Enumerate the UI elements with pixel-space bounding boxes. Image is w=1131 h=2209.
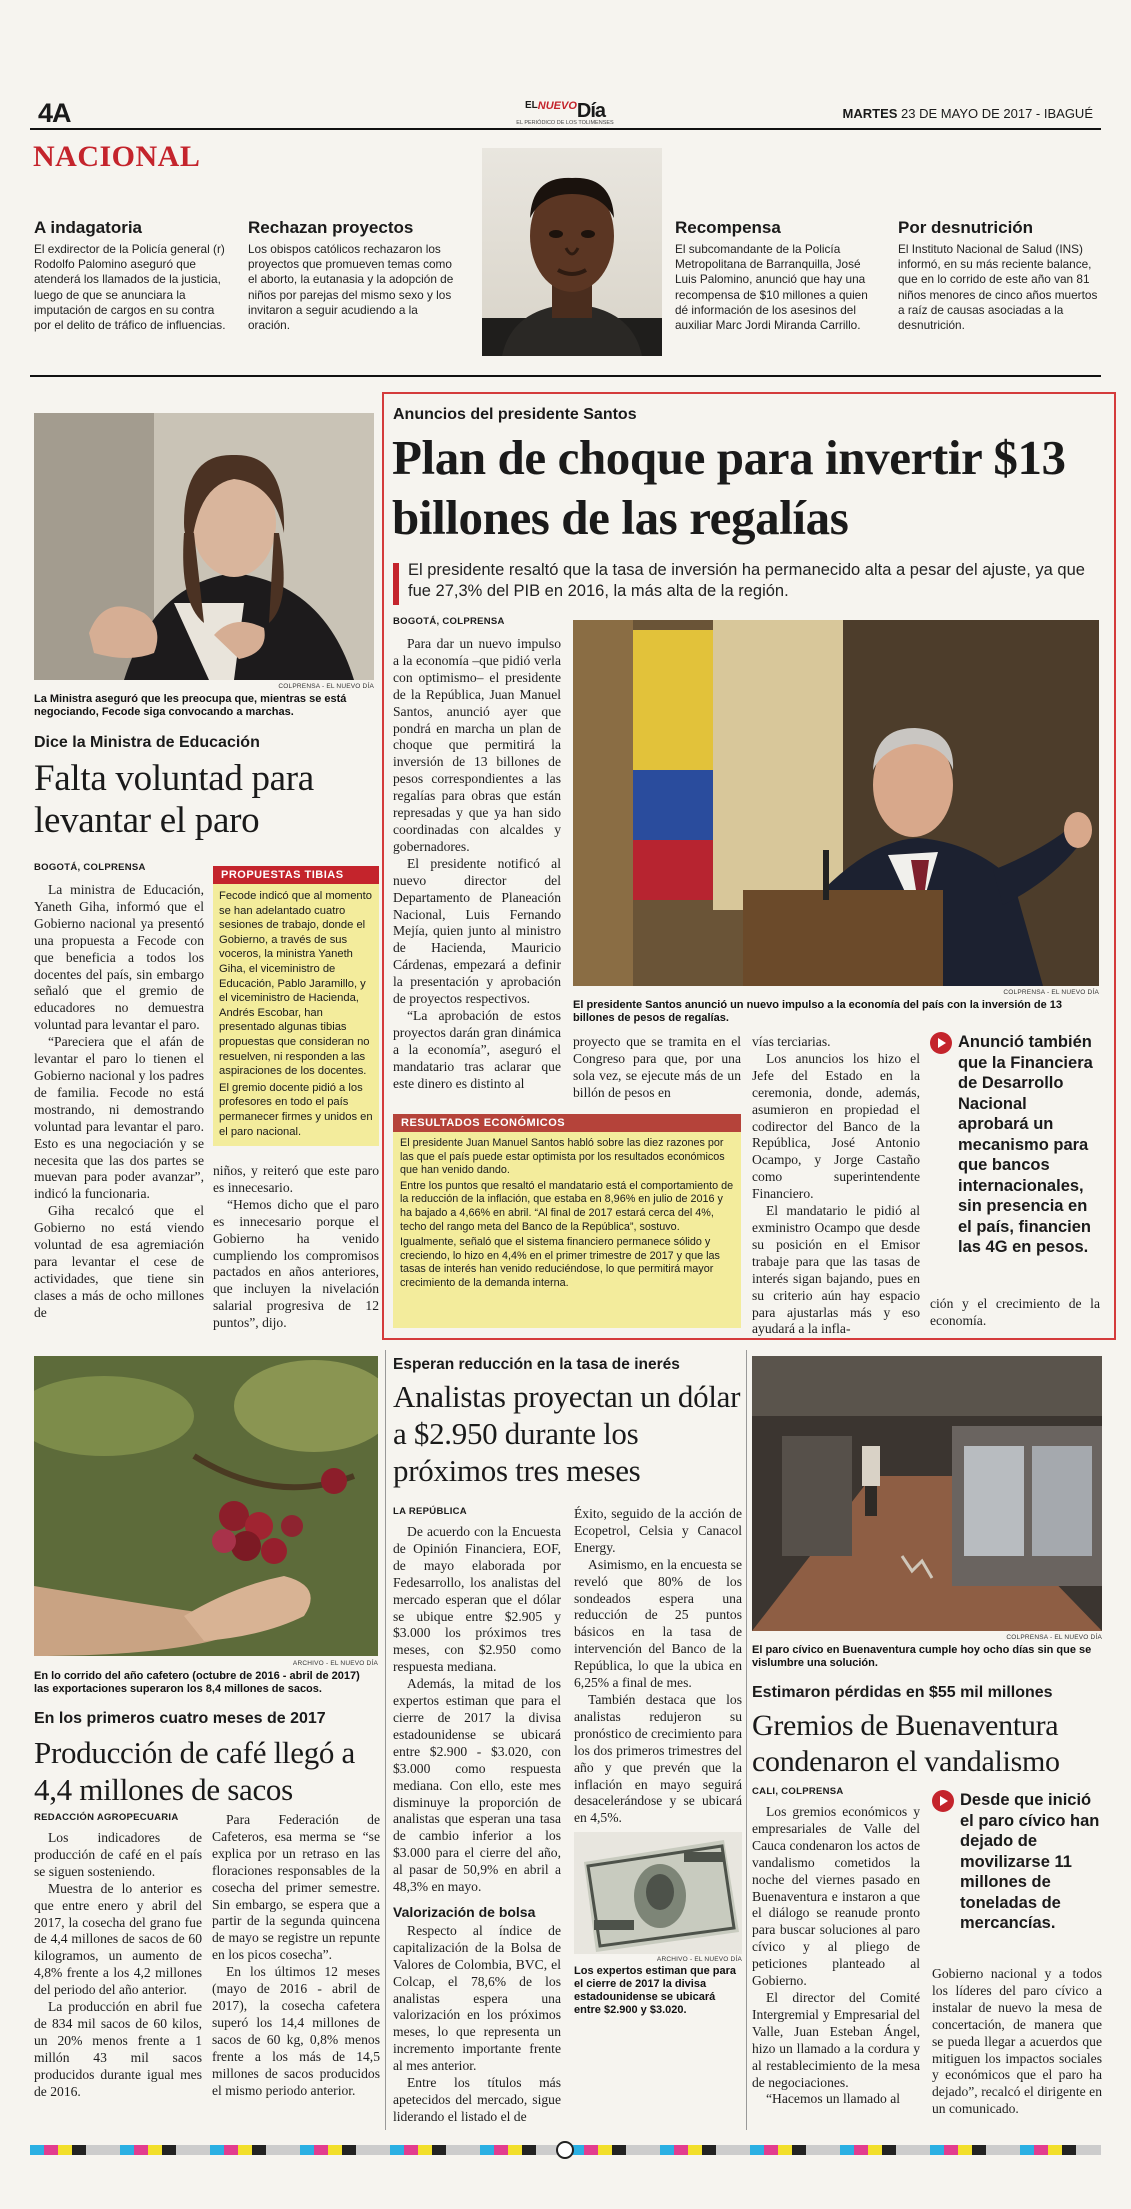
masthead xyxy=(30,100,1101,130)
dollar-photo-credit: ARCHIVO - EL NUEVO DÍA xyxy=(656,1956,742,1963)
briefs-bottom-rule xyxy=(30,375,1101,377)
brief-desnutricion xyxy=(898,218,1098,333)
dollar-column-1 xyxy=(393,1524,561,2126)
santos-illustration xyxy=(573,620,1099,986)
buenaventura-photo-credit: COLPRENSA - EL NUEVO DÍA xyxy=(1006,1634,1102,1641)
minister-paragraph: La ministra de Educación, Yaneth Giha, informó que el Gobierno nacional ya presentó una propuesta a Fecode con que beneficia a todos los docentes del país, sin embargo señaló que el gremio de educadores no demuestra voluntad para levantar el paro. xyxy=(34,882,204,1033)
brief-recompensa xyxy=(675,218,883,333)
dollar-paragraph: Además, la mitad de los expertos estiman que para el cierre de 2017 la divisa estadounidense se ubicará entre $2.900 - $3.020, con $3.000 como respuesta mediana. Con ello, este mes disminuye la proporción de analistas que esperan una tasa de cambio inferior a los $3.000 para el cierre del año, al pasar de 50,9% en abril a 48,3% en mayo. xyxy=(393,1676,561,1895)
buenaventura-pull-text: Desde que inició el paro cívico han dejado de movilizarse 11 millones de toneladas de mercancías. xyxy=(960,1791,1100,1932)
buenaventura-paragraph: El director del Comité Intergremial y Empresarial del Valle, Juan Esteban Ángel, hizo un llamado a la cordura y al restablecimiento de la mesa de negociaciones. xyxy=(752,1989,920,2090)
page-number: 4A xyxy=(38,98,71,128)
santos-byline: BOGOTÁ, COLPRENSA xyxy=(393,616,505,627)
coffee-column-1 xyxy=(34,1830,202,2101)
coffee-paragraph: Para Federación de Cafeteros, esa merma se “se explica por un retraso en las floraciones responsables de la cosecha del primer semestre. Sin embargo, se espera que a partir de la segunda quincena de mayo se registre un repunte en los picos cosecha”. xyxy=(212,1812,380,1963)
santos-caption: El presidente Santos anunció un nuevo impulso a la economía del país con la inversión de 13 billones de pesos de regalías. xyxy=(573,999,1063,1024)
logo-nuevo: NUEVO xyxy=(537,100,577,112)
minister-box-text: Fecode indicó que al momento se han adelantado cuatro sesiones de trabajo, donde el Gobierno, a través de sus voceros, la ministra Yaneth Giha, el viceministro de Educación, Pablo Jaramillo, y el viceministro de Hacienda, Andrés Escobar, han presentado algunas tibias propuestas que consideran no resuelven, ni responden a las aspiraciones de los docentes. xyxy=(219,890,372,1078)
minister-box-title: PROPUESTAS TIBIAS xyxy=(213,866,379,884)
coffee-paragraph: Muestra de lo anterior es que entre enero y abril del 2017, la cosecha del grano fue de 4,4 millones de sacos de 60 kilogramos, un aumento de 4,8% frente a los 4,2 millones del periodo del año anterior. xyxy=(34,1880,202,1998)
buenaventura-headline: Gremios de Buenaventura condenaron el vandalismo xyxy=(752,1709,1060,1778)
coffee-paragraph: En los últimos 12 meses (mayo de 2016 - abril de 2017), la cosecha cafetera superó los 14,4 millones de sacos de 60 kg, 0,8% menos frente a los más de 14,5 millones de sacos producidos el mismo periodo anterior. xyxy=(212,1964,380,2098)
santos-paragraph: Para dar un nuevo impulso a la economía –que pidió verla con optimismo– el presidente de la República, Juan Manuel Santos, anunció ayer que pondrá en marcha un plan de choque que permitirá la inversión de 13 billones de pesos correspondientes a las regalías para obras que están represadas y que ya han sido coordinadas con alcaldes y gobernadores. xyxy=(393,636,561,854)
buenaventura-photo xyxy=(752,1356,1102,1631)
santos-box-text: Entre los puntos que resaltó el mandatario está el comportamiento de la reducción de la inflación, que estaba en 8,96% en julio de 2016 y ha bajado a 4,66% en abril. “Al final de 2017 estará cerca del 4%, techo del rango meta del Banco de la República”, sostuvo. xyxy=(400,1179,734,1233)
brief-title: A indagatoria xyxy=(34,218,142,237)
dollar-kicker: Esperan reducción en la tasa de inerés xyxy=(393,1356,680,1373)
coffee-photo-credit: ARCHIVO - EL NUEVO DÍA xyxy=(292,1660,378,1667)
minister-headline: Falta voluntad para levantar el paro xyxy=(34,758,314,841)
dollar-caption: Los expertos estiman que para el cierre de 2017 la divisa estadounidense se ubicará entre $2.900 y $3.020. xyxy=(574,1965,736,2016)
brief-text: Los obispos católicos rechazaron los proyectos que promueven temas como el aborto, la eutanasia y la adopción de niños por parejas del mismo sexo y los invitaron a seguir acudiendo a la oración. xyxy=(248,242,454,333)
logo-el: EL xyxy=(524,100,538,111)
coffee-paragraph: La producción en abril fue de 834 mil sacos de 60 kilos, un 20% menos frente a 1 millón 43 mil sacos producidos durante igual mes de 2016. xyxy=(34,1999,202,2099)
coffee-byline: REDACCIÓN AGROPECUARIA xyxy=(34,1812,179,1823)
brief-title: Por desnutrición xyxy=(898,218,1034,237)
minister-byline: BOGOTÁ, COLPRENSA xyxy=(34,862,146,873)
santos-headline: Plan de choque para invertir $13 billones de las regalías xyxy=(392,430,1066,545)
buenaventura-pull-quote xyxy=(932,1790,1102,1934)
buenaventura-paragraph: “Hacemos un llamado al xyxy=(766,2091,900,2107)
santos-box-text: El presidente Juan Manuel Santos habló sobre las diez razones por las que el país puede estar optimista por los resultados económicos que han venido dando. xyxy=(400,1137,725,1177)
newspaper-logo xyxy=(485,100,645,128)
brief-title: Recompensa xyxy=(675,218,781,237)
minister-caption: La Ministra aseguró que les preocupa que, mientras se está negociando, Fecode siga convocando a marchas. xyxy=(34,693,347,718)
minister-photo xyxy=(34,413,374,680)
santos-column-4 xyxy=(930,1296,1100,1330)
coffee-photo xyxy=(34,1356,378,1656)
column-divider xyxy=(385,1350,386,2130)
coffee-caption: En lo corrido del año cafetero (octubre de 2016 - abril de 2017) las exportaciones superaron los 8,4 millones de sacos. xyxy=(34,1670,360,1695)
minister-sidebar-box xyxy=(213,866,379,1156)
buenaventura-paragraph: Gobierno nacional y a todos los líderes del paro cívico a instalar de nuevo la mesa de concertación, de manera que se pueda llegar a acuerdos que mitiguen los impactos sociales y económicos que el paro ha dejado”, recalcó el dirigente en un comunicado. xyxy=(932,1966,1102,2117)
buenaventura-byline: CALI, COLPRENSA xyxy=(752,1786,844,1797)
santos-kicker: Anuncios del presidente Santos xyxy=(393,406,637,423)
logo-tagline: EL PERIÓDICO DE LOS TOLIMENSES xyxy=(516,120,614,126)
dollar-paragraph: Respecto al índice de capitalización de la Bolsa de Valores de Colombia, BVC, el Colcap, el 78,6% de los analistas espera una valorización en los próximos meses, lo que representa un incremento importante frente al mes anterior. xyxy=(393,1922,561,2074)
dollar-bill-photo xyxy=(574,1832,742,1954)
santos-deck: El presidente resaltó que la tasa de inversión ha permanecido alta a pesar del ajuste, ya que fue 27,3% del PIB en 2016, la más alta de la región. xyxy=(408,561,1085,600)
minister-column-2 xyxy=(213,1163,379,1332)
minister-paragraph: “Hemos dicho que el paro es innecesario porque el Gobierno ha venido cumpliendo los compromisos pactados en años anteriores, que incluyen la nivelación salarial progresiva de 12 puntos”, dijo. xyxy=(213,1196,379,1331)
santos-pull-text: Anunció también que la Financiera de Desarrollo Nacional aprobará un mecanismo para que bancos internacionales, sin presencia en el país, financien las 4G en pesos. xyxy=(958,1033,1093,1256)
minister-paragraph: Giha recalcó que el Gobierno no está viendo voluntad de esa agremiación para levantar el cese de actividades, que tiene sin clases a más de ocho millones de xyxy=(34,1203,204,1320)
dollar-headline: Analistas proyectan un dólar a $2.950 durante los próximos tres meses xyxy=(393,1379,741,1488)
dollar-paragraph: También destaca que los analistas redujeron su pronóstico de crecimiento para los dos primeros trimestres del año y que prevén que la inflación en mayo seguirá desacelerándose y se ubicará en 4,5%. xyxy=(574,1691,742,1826)
buenaventura-illustration xyxy=(752,1356,1102,1631)
registration-mark-icon xyxy=(556,2141,574,2159)
header-rule xyxy=(30,128,1101,130)
coffee-headline: Producción de café llegó a 4,4 millones de sacos xyxy=(34,1735,356,1807)
date-day: MARTES xyxy=(842,106,898,121)
minister-paragraph: niños, y reiteró que este paro es innecesario. xyxy=(213,1163,379,1195)
dollar-paragraph: De acuerdo con la Encuesta de Opinión Financiera, EOF, de mayo elaborada por Fedesarrollo, los analistas del mercado esperan que el dólar se ubique entre $2.905 y $3.000 los próximos tres meses, con $2.950 como respuesta mediana. xyxy=(393,1524,561,1675)
brief-text: El subcomandante de la Policía Metropolitana de Barranquilla, José Luis Palomino, anunció que hay una recompensa de $10 millones a quien dé información de los asesinos del auxiliar Marc Jordi Miranda Carrillo. xyxy=(675,242,868,333)
brief-indagatoria xyxy=(34,218,234,333)
minister-box-text-2: El gremio docente pidió a los profesores en todo el país permanecer firmes y unidos en el paro nacional. xyxy=(219,1081,373,1138)
coffee-column-2 xyxy=(212,1812,380,2099)
santos-paragraph: proyecto que se tramita en el Congreso para que, por una sola vez, se ejecute más de un billón de pesos en xyxy=(573,1034,741,1100)
santos-paragraph: El presidente notificó al nuevo director del Departamento de Planeación Nacional, Luis Fernando Mejía, quien junto al ministro de Hacienda, Mauricio Cárdenas, empezará a definir la presentación y aprobación de proyectos respectivos. xyxy=(393,855,561,1007)
minister-kicker: Dice la Ministra de Educación xyxy=(34,734,260,751)
dollar-column-2 xyxy=(574,1506,742,1827)
brief-text: El Instituto Nacional de Salud (INS) informó, en su más reciente balance, que en lo corrido de este año van 81 niños menores de cinco años muertos a raíz de causas asociadas a la desnutrición. xyxy=(898,242,1098,333)
dollar-illustration xyxy=(574,1832,742,1954)
section-label: NACIONAL xyxy=(33,140,201,173)
minister-paragraph: “Pareciera que el afán de levantar el paro lo tienen el Gobierno nacional y los padres de familia. Fecode no está mostrando, ni demostrando voluntad para levantar el paro. Esto es una negociación y se necesita que las dos partes se muevan para poder avanzar”, indicó la funcionaria. xyxy=(34,1034,204,1202)
santos-column-3 xyxy=(752,1034,920,1338)
santos-box-text: Igualmente, señaló que el sistema financiero permanece sólido y creciendo, lo hizo en 4,4% en el primer trimestre de 2017 y que las tasas de interés han venido reduciéndose, lo que permitirá mayor crecimiento de la demanda interna. xyxy=(400,1236,720,1289)
minister-illustration xyxy=(34,413,374,680)
santos-column-2 xyxy=(573,1034,741,1102)
brief-text: El exdirector de la Policía general (r) Rodolfo Palomino aseguró que atenderá los llamados de la justicia, luego de que se anunciara la imputación de cargos en su contra por el delito de tráfico de influencias. xyxy=(34,242,226,333)
logo-dia: Día xyxy=(576,100,606,122)
buenaventura-column-2 xyxy=(932,1966,1102,2118)
page-date xyxy=(843,106,1093,121)
dollar-paragraph: Asimismo, en la encuesta se reveló que 80% de los sondeados espera una reducción de 25 puntos básicos en la tasa de intervención del Banco de la República, lo que la ubica en 6,25% a final de mes. xyxy=(574,1556,742,1691)
santos-paragraph: Los anuncios los hizo el Jefe del Estado en la ceremonia, donde, además, asumieron en propiedad el codirector del Banco de la República, José Antonio Ocampo, y Jorge Castaño como superintendente Financiero. xyxy=(752,1050,920,1202)
santos-paragraph: El mandatario le pidió al exministro Ocampo que desde su posición en el Emisor trabaje para que las tasas de interés sigan bajando, pues en su criterio aún hay espacio para ajustarlas más y eso ayudará a la infla- xyxy=(752,1203,920,1337)
minister-column-1 xyxy=(34,882,204,1322)
santos-paragraph: ción y el crecimiento de la economía. xyxy=(930,1296,1100,1328)
coffee-illustration xyxy=(34,1356,378,1656)
santos-results-box xyxy=(393,1114,741,1334)
buenaventura-column-1 xyxy=(752,1804,920,2108)
santos-column-1 xyxy=(393,636,561,1092)
buenaventura-kicker: Estimaron pérdidas en $55 mil millones xyxy=(752,1684,1053,1701)
buenaventura-paragraph: Los gremios económicos y empresariales de Valle del Cauca condenaron los actos de vandalismo cometidos la noche del viernes pasado en Buenaventura e instaron a que el diálogo se reanude pronto para buscar soluciones al paro cívico y al pliego de peticiones planteado al Gobierno. xyxy=(752,1804,920,1989)
minister-photo-credit: COLPRENSA - EL NUEVO DÍA xyxy=(278,683,374,690)
dollar-paragraph: Entre los títulos más apetecidos del mercado, sigue liderando el listado el de xyxy=(393,2075,561,2124)
santos-paragraph: vías terciarias. xyxy=(752,1034,831,1049)
portrait-illustration xyxy=(482,148,662,356)
brief-portrait-photo xyxy=(482,148,662,356)
minister-box-body xyxy=(213,884,379,1146)
santos-box-body xyxy=(393,1132,741,1328)
santos-pull-quote xyxy=(930,1032,1100,1258)
brief-title: Rechazan proyectos xyxy=(248,218,414,237)
santos-deck-bar xyxy=(393,563,399,605)
buenaventura-caption: El paro cívico en Buenaventura cumple hoy ocho días sin que se vislumbre una solución. xyxy=(752,1644,1092,1669)
brief-rechazan xyxy=(248,218,458,333)
dollar-paragraph: Éxito, seguido de la acción de Ecopetrol, Celsia y Canacol Energy. xyxy=(574,1506,742,1555)
column-divider xyxy=(746,1350,747,2130)
dollar-byline: LA REPÚBLICA xyxy=(393,1506,467,1517)
coffee-kicker: En los primeros cuatro meses de 2017 xyxy=(34,1710,326,1727)
date-rest: 23 DE MAYO DE 2017 - IBAGUÉ xyxy=(901,106,1093,121)
santos-photo xyxy=(573,620,1099,986)
arrow-icon xyxy=(930,1032,952,1054)
santos-box-title: RESULTADOS ECONÓMICOS xyxy=(393,1114,741,1132)
arrow-icon xyxy=(932,1790,954,1812)
coffee-paragraph: Los indicadores de producción de café en el país se siguen sosteniendo. xyxy=(34,1830,202,1879)
santos-photo-credit: COLPRENSA - EL NUEVO DÍA xyxy=(1003,989,1099,996)
dollar-subhead: Valorización de bolsa xyxy=(393,1903,536,1920)
santos-paragraph: “La aprobación de estos proyectos darán gran dinámica a la economía”, aseguró el mandatario tras aclarar que este dinero es distinto al xyxy=(393,1007,561,1091)
